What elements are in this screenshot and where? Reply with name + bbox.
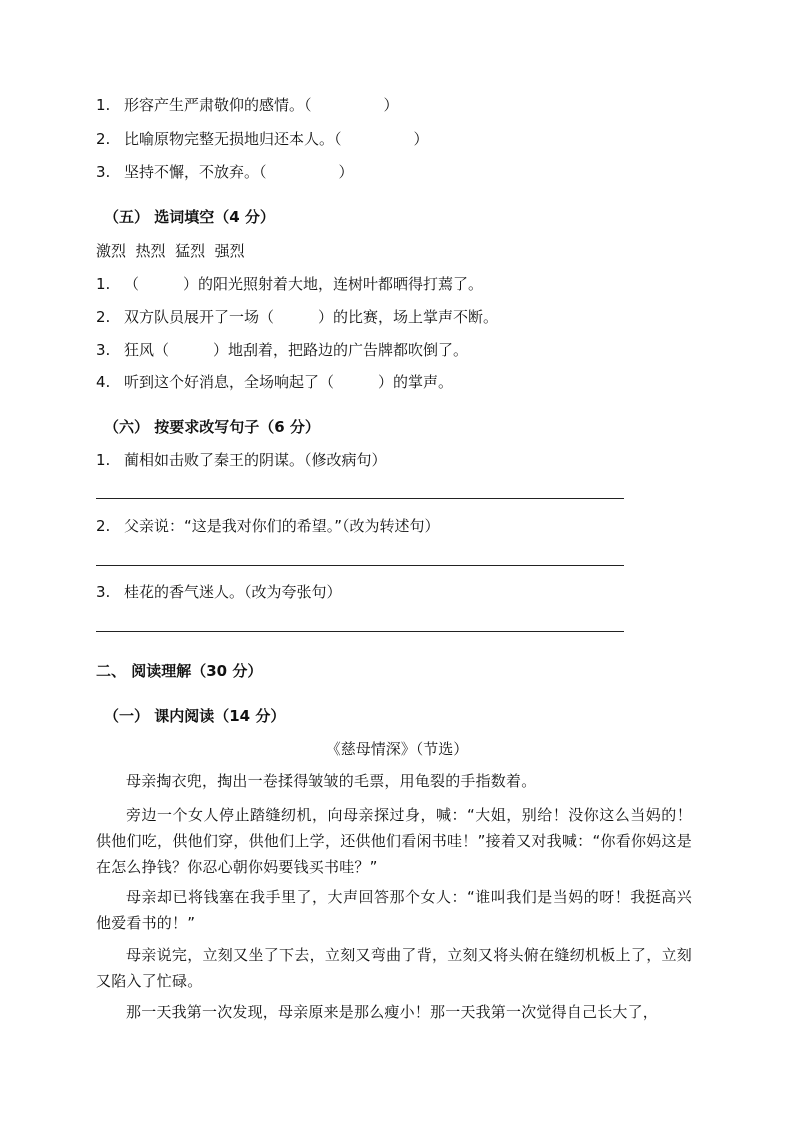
fill-item-2: 2. 双方队员展开了一场（ ）的比赛，场上掌声不断。 [96,308,499,326]
rewrite-item-2: 2. 父亲说：“这是我对你们的希望。”（改为转述句） [96,517,440,535]
idiom-item-3: 3. 坚持不懈，不放弃。（ ） [96,163,354,181]
fill-item-1: 1. （ ）的阳光照射着大地，连树叶都晒得打蔫了。 [96,275,484,293]
rewrite-item-3: 3. 桂花的香气迷人。（改为夸张句） [96,583,342,601]
reading-sub-heading: （一） 课内阅读（14 分） [104,707,286,725]
passage-paragraph-5: 那一天我第一次发现，母亲原来是那么瘦小！那一天我第一次觉得自己长大了， [126,1003,659,1021]
section-6-heading: （六） 按要求改写句子（6 分） [104,418,320,436]
passage-paragraph-4: 母亲说完，立刻又坐了下去，立刻又弯曲了背，立刻又将头俯在缝纫机板上了，立刻又陷入了忙碌。 [96,946,692,990]
idiom-item-1: 1. 形容产生严肃敬仰的感情。（ ） [96,96,399,114]
section-5-heading: （五） 选词填空（4 分） [104,208,275,226]
idiom-item-2: 2. 比喻原物完整无损地归还本人。（ ） [96,130,429,148]
answer-line-3[interactable] [96,631,624,632]
word-bank: 激烈 热烈 猛烈 强烈 [96,242,245,260]
rewrite-item-1: 1. 蔺相如击败了秦王的阴谋。（修改病句） [96,451,387,469]
passage-paragraph-3: 母亲却已将钱塞在我手里了，大声回答那个女人：“谁叫我们是当妈的呀！我挺高兴他爱看书的！” [96,888,692,932]
fill-item-3: 3. 狂风（ ）地刮着，把路边的广告牌都吹倒了。 [96,341,469,359]
answer-line-2[interactable] [96,565,624,566]
part-2-heading: 二、 阅读理解（30 分） [96,662,263,680]
fill-item-4: 4. 听到这个好消息，全场响起了（ ）的掌声。 [96,373,454,391]
passage-title: 《慈母情深》（节选） [325,740,469,758]
passage-paragraph-2: 旁边一个女人停止踏缝纫机，向母亲探过身，喊：“大姐，别给！没你这么当妈的！供他们吃，供他们穿，供他们上学，还供他们看闲书哇！”接着又对我喊：“你看你妈这是在怎么挣钱？你忍心朝你妈要钱买书哇？” [96,806,692,876]
answer-line-1[interactable] [96,498,624,499]
passage-paragraph-1: 母亲掏衣兜，掏出一卷揉得皱皱的毛票，用龟裂的手指数着。 [126,772,537,790]
